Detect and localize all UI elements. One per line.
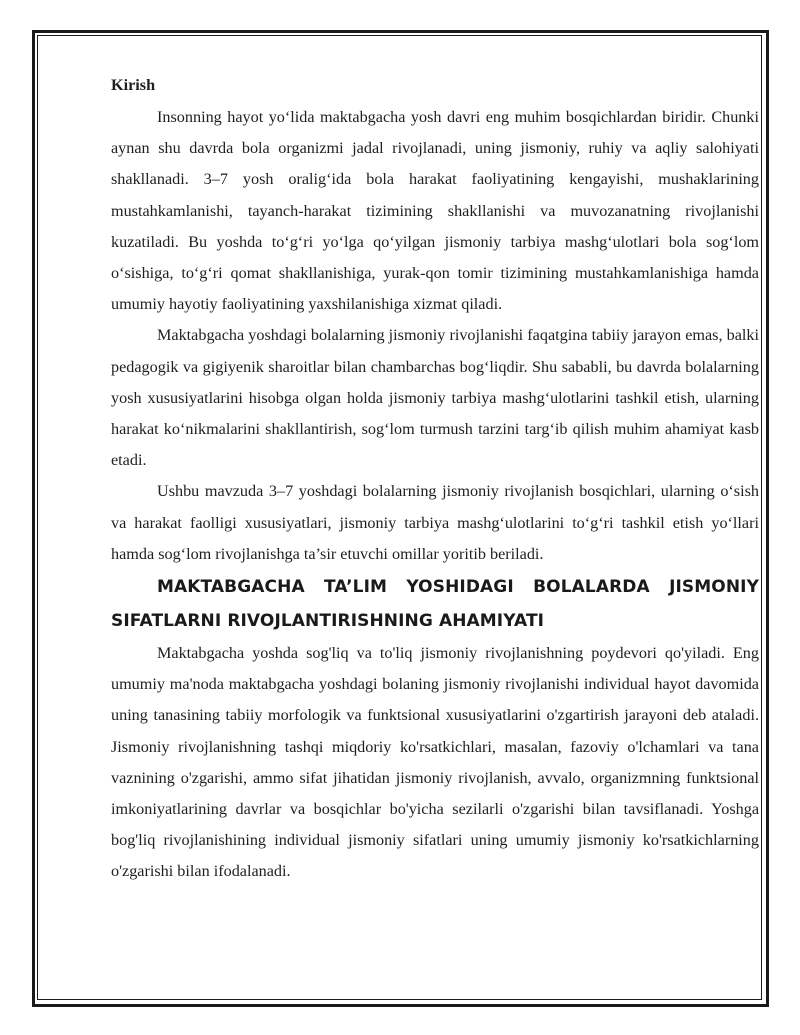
intro-paragraph-3: Ushbu mavzuda 3–7 yoshdagi bolalarning jismoniy rivojlanish bosqichlari, ularning o‘sish va harakat faolligi xususiyatlari, jismoniy tarbiya mashg‘ulotlarini to‘g‘ri tashkil etish yo‘llari hamda sog‘lom rivojlanishga ta’sir etuvchi omillar yoritib beriladi.: [111, 482, 759, 563]
section-paragraph-1: Maktabgacha yoshda sog'liq va to'liq jismoniy rivojlanishning poydevori qo'yiladi. Eng umumiy ma'noda maktabgacha yoshdagi bolaning jismoniy rivojlanishi individual hayot davomida uning tanasining tabiiy morfologik va funktsional xususiyatlarini o'zgartirish jarayoni deb ataladi. Jismoniy rivojlanishning tashqi miqdoriy ko'rsatkichlari, masalan, fazoviy o'lchamlari va tana vaznining o'zgarishi, ammo sifat jihatidan jismoniy rivojlanish, avvalo, organizmning funktsional imkoniyatlarining davrlar va bosqichlar bo'yicha sezilarli o'zgarishi bilan tavsiflanadi. Yoshga bog'liq rivojlanishining individual jismoniy sifatlari uning umumiy jismoniy ko'rsatkichlarning o'zgarishi bilan ifodalanadi.: [111, 644, 759, 881]
intro-paragraph-2: Maktabgacha yoshdagi bolalarning jismoniy rivojlanishi faqatgina tabiiy jarayon emas, balki pedagogik va gigiyenik sharoitlar bilan chambarchas bog‘liqdir. Shu sababli, bu davrda bolalarning yosh xususiyatlarini hisobga olgan holda jismoniy tarbiya mashg‘ulotlarini tashkil etish, ularning harakat ko‘nikmalarini shakllantirish, sog‘lom turmush tarzini targ‘ib qilish muhim ahamiyat kasb etadi.: [111, 326, 759, 470]
section-title: MAKTABGACHA TA’LIM YOSHIDAGI BOLALARDA JISMONIY SIFATLARNI RIVOJLANTIRISHNING AHAMIYATI: [111, 577, 759, 632]
intro-heading: Kirish: [111, 76, 156, 94]
document-body: [111, 73, 759, 888]
intro-paragraph-1: Insonning hayot yo‘lida maktabgacha yosh davri eng muhim bosqichlardan biridir. Chunki aynan shu davrda bola organizmi jadal rivojlanadi, uning jismoniy, ruhiy va aqliy salohiyati shakllanadi. 3–7 yosh oralig‘ida bola harakat faoliyatining kengayishi, mushaklarining mustahkamlanishi, tayanch-harakat tizimining shakllanishi va muvozanatning rivojlanishi kuzatiladi. Bu yoshda to‘g‘ri yo‘lga qo‘yilgan jismoniy tarbiya mashg‘ulotlari bola sog‘lom o‘sishiga, to‘g‘ri qomat shakllanishiga, yurak-qon tomir tizimining mustahkamlanishiga hamda umumiy hayotiy faoliyatining yaxshilanishiga xizmat qiladi.: [111, 108, 759, 314]
